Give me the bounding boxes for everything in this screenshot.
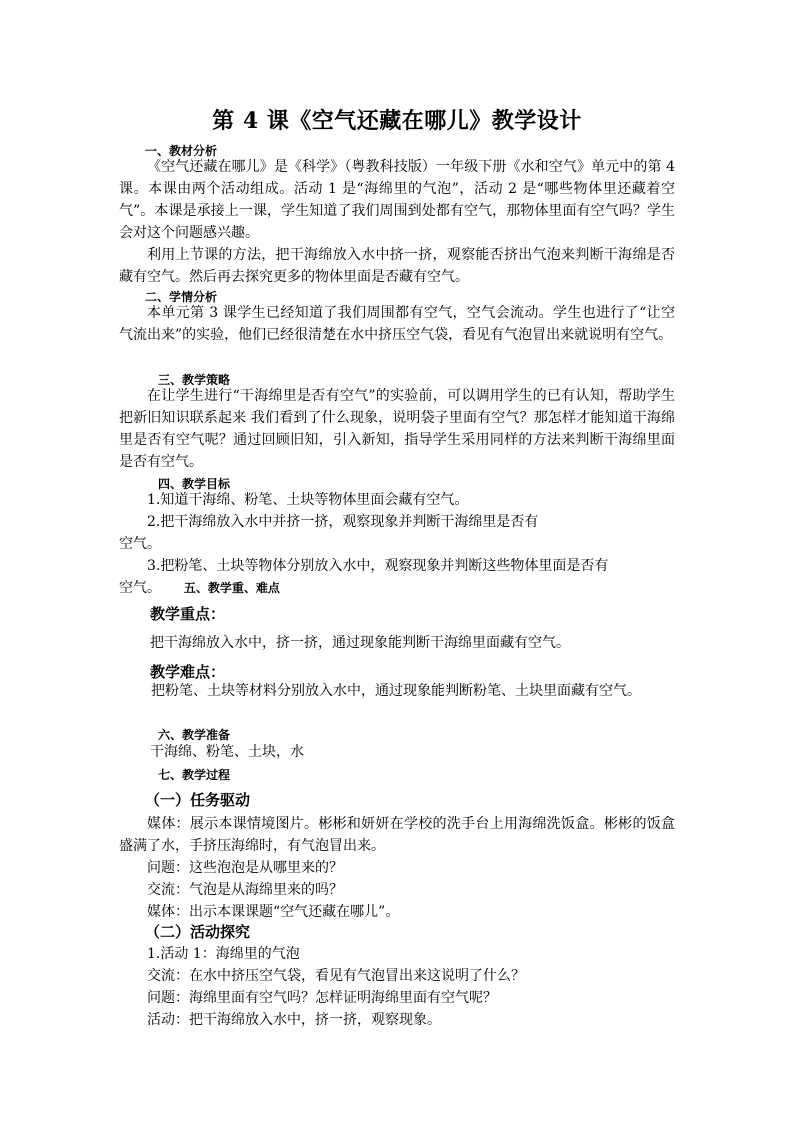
- document-title: 第 4 课《空气还藏在哪儿》教学设计: [212, 108, 582, 134]
- section-heading-preparation: 六、教学准备: [158, 728, 231, 742]
- key-point-label: 教学重点：: [150, 605, 226, 623]
- activity-1-discussion: 交流：在水中挤压空气袋，看见有气泡冒出来这说明了什么？: [147, 968, 525, 984]
- goal-item-3-line-1: 3.把粉笔、土块等物体分别放入水中，观察现象并判断这些物体里面是否有: [147, 558, 609, 574]
- task-media-paragraph: 媒体：展示本课情境图片。彬彬和妍妍在学校的洗手台上用海绵洗饭盒。彬彬的饭盒盛满了水，手挤压海绵时，有气泡冒出来。: [119, 816, 675, 854]
- section-heading-teaching-goals: 四、教学目标: [158, 477, 231, 491]
- teaching-strategy-paragraph: 在让学生进行“干海绵里是否有空气”的实验前，可以调用学生的已有认知，帮助学生把新旧知识联系起来 我们看到了什么现象，说明袋子里面有空气？那怎样才能知道干海绵里是否有空气呢？通过回顾旧知，引入新知，指导学生采用同样的方法来判断干海绵里面是否有空气。: [119, 388, 675, 470]
- activity-1-task: 活动：把干海绵放入水中，挤一挤，观察现象。: [147, 1012, 441, 1028]
- section-heading-key-difficult-points: 五、教学重、难点: [183, 581, 280, 595]
- preparation-text: 干海绵、粉笔、土块，水: [150, 744, 304, 760]
- section-heading-teaching-strategy: 三、教学策略: [158, 373, 231, 387]
- student-analysis-paragraph: 本单元第 3 课学生已经知道了我们周围都有空气，空气会流动。学生也进行了“让空气流出来”的实验，他们已经很清楚在水中挤压空气袋，看见有气泡冒出来就说明有空气。: [119, 305, 675, 343]
- difficult-point-label: 教学难点：: [150, 663, 226, 681]
- textbook-analysis-paragraph-1: 《空气还藏在哪儿》是《科学》（粤教科技版）一年级下册《水和空气》单元中的第 4 课。本课由两个活动组成。活动 1 是“海绵里的气泡”，活动 2 是“哪些物体里还藏着空气”。本课是承接上一课，学生知道了我们周围到处都有空气，那物体里面有空气吗？学生会对这个问题感兴趣。: [119, 159, 675, 241]
- goal-item-2-line-1: 2.把干海绵放入水中并挤一挤，观察现象并判断干海绵里是否有: [147, 514, 539, 530]
- task-question: 问题：这些泡泡是从哪里来的？: [147, 860, 343, 876]
- goal-item-3-line-2: [119, 577, 280, 599]
- subsection-task-driven: （一）任务驱动: [145, 791, 251, 809]
- subsection-activity-exploration: （二）活动探究: [145, 923, 251, 941]
- goal-item-1: 1.知道干海绵、粉笔、土块等物体里面会藏有空气。: [147, 492, 469, 508]
- goal-item-2-line-2: 空气。: [119, 536, 161, 552]
- task-discussion: 交流：气泡是从海绵里来的吗？: [147, 882, 343, 898]
- section-heading-student-analysis: 二、学情分析: [145, 290, 218, 304]
- difficult-point-text: 把粉笔、土块等材料分别放入水中，通过现象能判断粉笔、土块里面藏有空气。: [151, 683, 641, 699]
- task-media-title: 媒体：出示本课课题“空气还藏在哪儿”。: [147, 904, 400, 920]
- activity-1-title: 1.活动 1：海绵里的气泡: [147, 946, 300, 962]
- goal-item-3-line-2-text: 空气。: [119, 580, 161, 596]
- textbook-analysis-paragraph-2: 利用上节课的方法，把干海绵放入水中挤一挤，观察能否挤出气泡来判断干海绵是否藏有空气。然后再去探究更多的物体里面是否藏有空气。: [119, 247, 675, 285]
- activity-1-question: 问题：海绵里面有空气吗？怎样证明海绵里面有空气呢？: [147, 990, 497, 1006]
- key-point-text: 把干海绵放入水中，挤一挤，通过现象能判断干海绵里面藏有空气。: [150, 635, 570, 651]
- section-heading-teaching-process: 七、教学过程: [158, 768, 231, 782]
- section-heading-textbook-analysis: 一、教材分析: [145, 144, 218, 158]
